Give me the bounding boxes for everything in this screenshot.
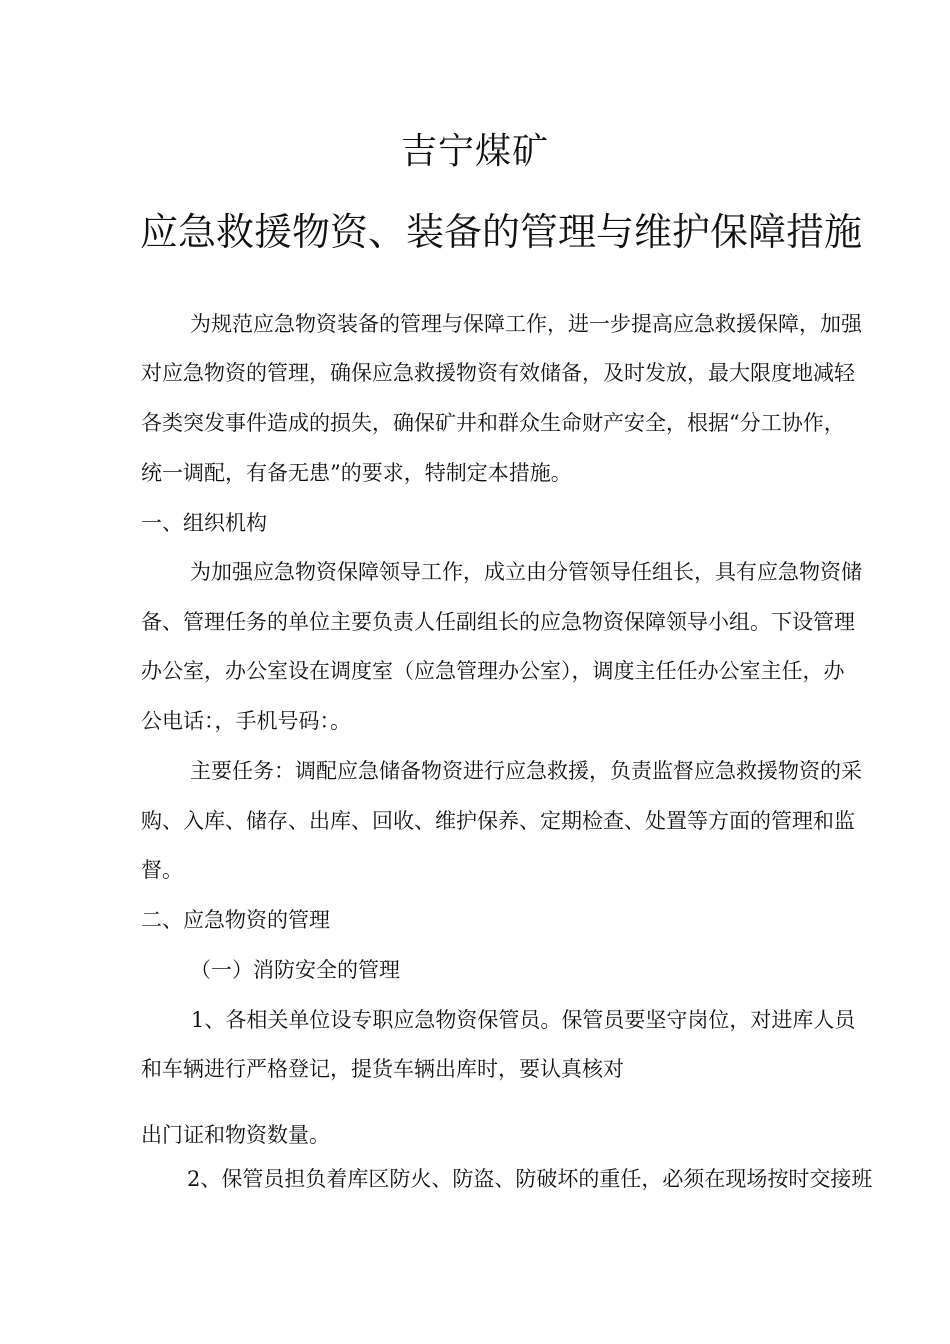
section-heading: 一、组织机构 [141, 511, 267, 535]
paragraph-line: 2、保管员担负着库区防火、防盗、防破坏的重任，必须在现场按时交接班 [187, 1167, 873, 1191]
paragraph-line: 1、各相关单位设专职应急物资保管员。保管员要坚守岗位，对进库人员 [191, 1008, 856, 1032]
paragraph-line: 办公室，办公室设在调度室（应急管理办公室），调度主任任办公室主任，办 [141, 659, 845, 683]
paragraph-line: 各类突发事件造成的损失，确保矿井和群众生命财产安全，根据“分工协作， [141, 411, 845, 435]
document-title-company: 吉宁煤矿 [400, 131, 549, 172]
paragraph-line: 备、管理任务的单位主要负责人任副组长的应急物资保障领导小组。下设管理 [141, 610, 855, 634]
subsection-heading: （一）消防安全的管理 [190, 958, 400, 982]
paragraph-line: 和车辆进行严格登记，提货车辆出库时，要认真核对 [141, 1057, 624, 1081]
paragraph-line: 出门证和物资数量。 [141, 1123, 330, 1147]
paragraph-line: 统一调配，有备无患”的要求，特制定本措施。 [141, 461, 572, 485]
paragraph-line: 为加强应急物资保障领导工作，成立由分管领导任组长，具有应急物资储 [190, 560, 862, 584]
section-heading: 二、应急物资的管理 [141, 908, 330, 932]
paragraph-line: 公电话：，手机号码：。 [141, 709, 351, 733]
paragraph-line: 为规范应急物资装备的管理与保障工作，进一步提高应急救援保障，加强 [190, 312, 862, 336]
paragraph-line: 对应急物资的管理，确保应急救援物资有效储备，及时发放，最大限度地减轻 [141, 361, 855, 385]
paragraph-line: 主要任务：调配应急储备物资进行应急救援，负责监督应急救援物资的采 [190, 759, 862, 783]
document-title-main: 应急救援物资、装备的管理与维护保障措施 [140, 210, 863, 254]
paragraph-line: 购、入库、储存、出库、回收、维护保养、定期检查、处置等方面的管理和监 [141, 809, 855, 833]
paragraph-line: 督。 [141, 858, 183, 882]
